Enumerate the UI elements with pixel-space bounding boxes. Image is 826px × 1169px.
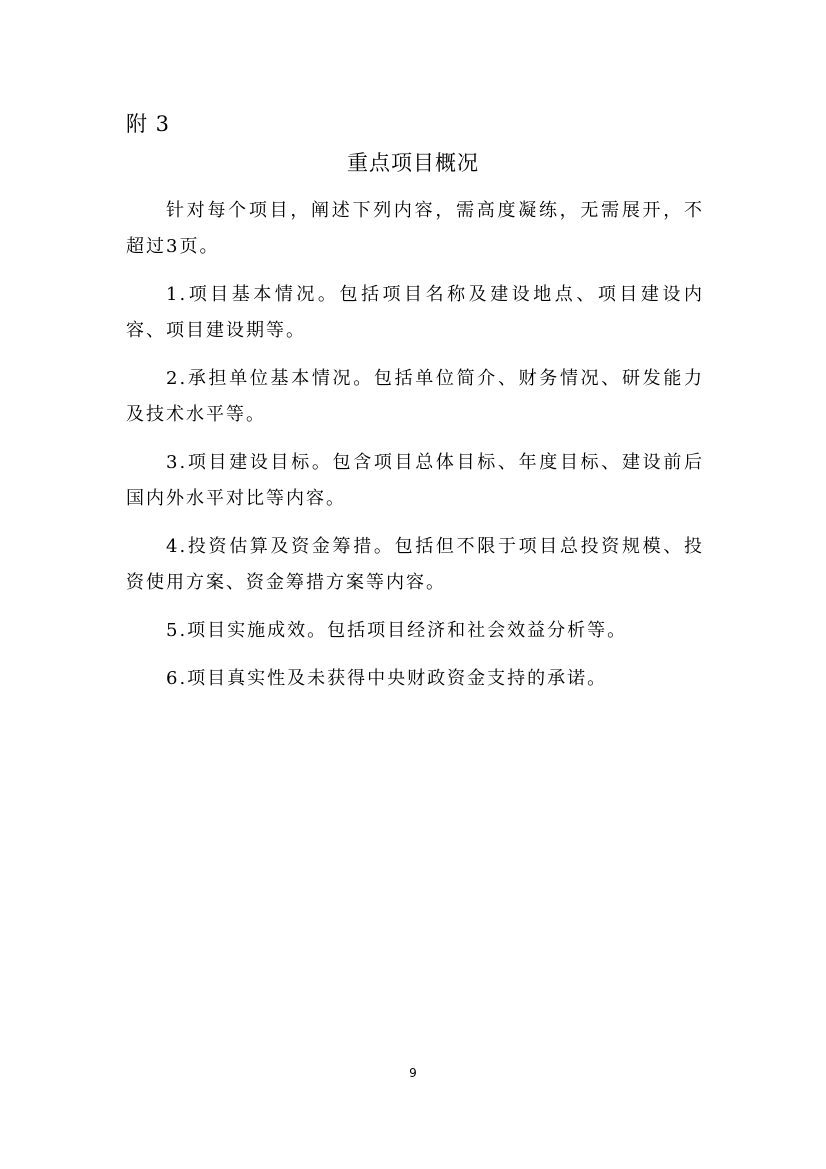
body-text xyxy=(126,193,704,709)
item-investment-funding: 4.投资估算及资金筹措。包括但不限于项目总投资规模、投资使用方案、资金筹措方案等内容。 xyxy=(126,536,704,593)
item-construction-goals: 3.项目建设目标。包含项目总体目标、年度目标、建设前后国内外水平对比等内容。 xyxy=(126,452,704,509)
item-project-basics: 1.项目基本情况。包括项目名称及建设地点、项目建设内容、项目建设期等。 xyxy=(126,284,704,341)
intro-paragraph: 针对每个项目，阐述下列内容，需高度凝练，无需展开，不超过3页。 xyxy=(126,200,704,257)
attachment-label: 附 3 xyxy=(126,112,171,136)
item-unit-basics: 2.承担单位基本情况。包括单位简介、财务情况、研发能力及技术水平等。 xyxy=(126,368,704,425)
page-title: 重点项目概况 xyxy=(347,151,479,175)
item-authenticity-commitment: 6.项目真实性及未获得中央财政资金支持的承诺。 xyxy=(166,668,608,689)
page-number: 9 xyxy=(409,1066,417,1080)
item-implementation-results: 5.项目实施成效。包括项目经济和社会效益分析等。 xyxy=(166,620,628,641)
